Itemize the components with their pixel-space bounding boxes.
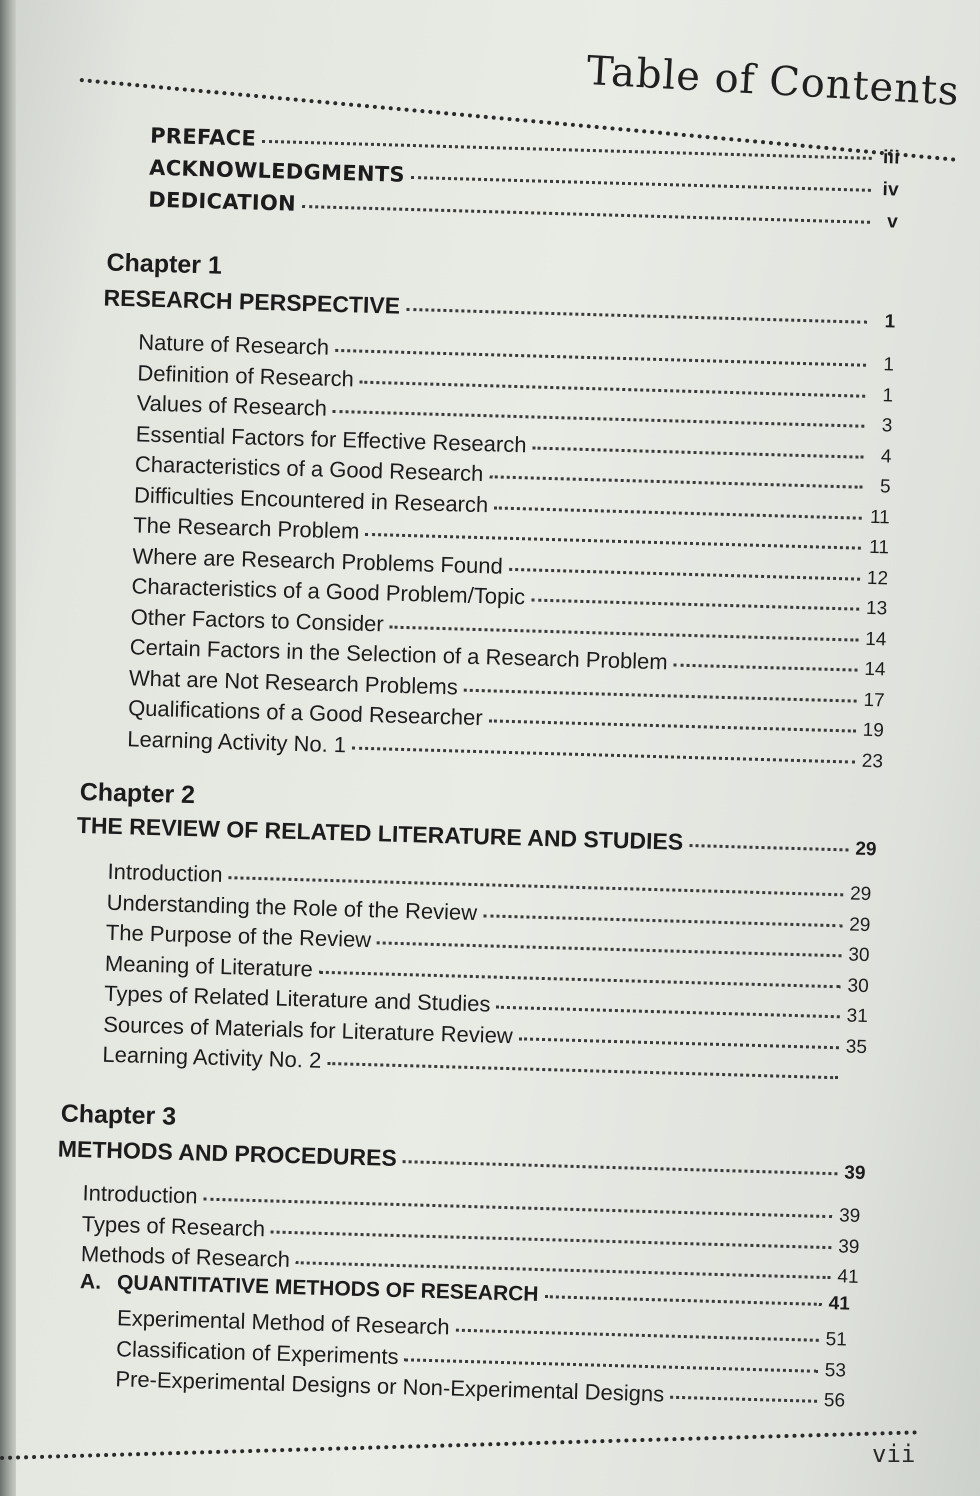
entry-page: 29	[848, 914, 871, 936]
entry-page: 4	[880, 445, 892, 467]
leader-dots	[335, 349, 866, 367]
chapter-3-heading[interactable]	[57, 1136, 865, 1186]
entry-page: 51	[825, 1329, 848, 1351]
leader-dots	[360, 380, 865, 397]
entry-page: 31	[846, 1005, 869, 1028]
entry-page: 56	[823, 1389, 846, 1412]
entry-label: Difficulties Encountered in Research	[133, 481, 489, 517]
entry-page: 19	[862, 719, 885, 742]
heading-label: RESEARCH PERSPECTIVE	[103, 284, 401, 319]
entry-page: 14	[864, 658, 886, 681]
section-page: 41	[828, 1293, 851, 1315]
chapter-2-label: Chapter 2	[79, 777, 196, 810]
page-title: Table of Contents	[585, 48, 961, 115]
chapter-1-label: Chapter 1	[106, 248, 223, 280]
entry-label: Introduction	[82, 1180, 198, 1209]
leader-dots	[483, 914, 842, 927]
entry-label: The Research Problem	[132, 512, 360, 544]
entry-label: ACKNOWLEDGMENTS	[148, 155, 406, 187]
leader-dots	[228, 876, 843, 896]
entry-label: Other Factors to Consider	[130, 603, 385, 636]
entry-page: 11	[869, 506, 891, 528]
leader-dots	[670, 1396, 817, 1403]
heading-page: 39	[844, 1162, 866, 1185]
chapter-3-label: Chapter 3	[60, 1099, 177, 1131]
entry-label: Learning Activity No. 2	[102, 1041, 322, 1073]
leader-dots	[403, 1160, 838, 1175]
entry-page: 30	[848, 944, 870, 967]
leader-dots	[333, 410, 865, 428]
section-marker: A.	[79, 1270, 102, 1294]
entry-label: Types of Research	[81, 1210, 266, 1241]
entry-label: Certain Factors in the Selection of a Research Problem	[129, 634, 669, 675]
chapter-2-heading[interactable]	[76, 812, 876, 861]
leader-dots	[464, 688, 857, 702]
leader-dots	[377, 941, 842, 957]
entry-label: Experimental Method of Research	[116, 1305, 450, 1340]
entry-label: PREFACE	[149, 123, 257, 151]
chapter-1-heading[interactable]	[103, 284, 895, 333]
leader-dots	[296, 1261, 831, 1279]
entry-label: What are Not Research Problems	[128, 664, 459, 699]
entry-label: Essential Factors for Effective Research	[135, 420, 527, 457]
heading-page: 29	[855, 838, 877, 861]
entry-page: 11	[868, 536, 890, 559]
entry-label: Classification of Experiments	[115, 1335, 399, 1369]
entry-page	[844, 1082, 866, 1083]
entry-page: 14	[864, 628, 887, 650]
leader-dots	[489, 475, 862, 488]
entry-page: 35	[845, 1035, 868, 1058]
entry-label: Sources of Materials for Literature Review	[102, 1011, 514, 1048]
entry-label: Values of Research	[136, 390, 328, 421]
entry-page: 1	[882, 384, 894, 407]
entry-label: Types of Related Literature and Studies	[103, 980, 491, 1017]
leader-dots	[509, 567, 860, 580]
entry-page: 39	[838, 1205, 861, 1227]
entry-page: 17	[863, 689, 885, 711]
leader-dots	[489, 719, 856, 732]
heading-label: METHODS AND PROCEDURES	[57, 1135, 398, 1171]
entry-label: DEDICATION	[148, 187, 297, 216]
entry-label: Definition of Research	[137, 359, 355, 391]
heading-page: 1	[884, 311, 896, 333]
leader-dots	[544, 1295, 821, 1306]
leader-dots	[494, 506, 862, 519]
leader-dots	[271, 1230, 831, 1249]
entry-label: Characteristics of a Good Research	[134, 451, 484, 487]
entry-page: 12	[866, 567, 889, 589]
entry-label: Learning Activity No. 1	[126, 725, 347, 757]
leader-dots	[411, 176, 871, 192]
entry-page: 1	[883, 354, 895, 376]
leader-dots	[302, 205, 870, 224]
bottom-dotted-rule	[0, 1430, 918, 1460]
entry-label: Where are Research Problems Found	[132, 542, 504, 579]
leader-dots	[689, 844, 848, 851]
entry-label: The Purpose of the Review	[105, 919, 372, 953]
entry-page: 41	[837, 1266, 859, 1288]
leader-dots	[390, 625, 859, 641]
entry-page: iv	[882, 179, 900, 201]
entry-label: Meaning of Literature	[104, 950, 314, 982]
leader-dots	[203, 1198, 832, 1219]
entry-label: Nature of Research	[138, 329, 330, 360]
heading-label: THE REVIEW OF RELATED LITERATURE AND STUDIES	[76, 811, 684, 855]
leader-dots	[262, 140, 872, 160]
leader-dots	[406, 308, 867, 324]
entry-page: 13	[865, 597, 888, 620]
entry-page: 5	[879, 476, 891, 498]
section-label: QUANTITATIVE METHODS OF RESEARCH	[116, 1271, 539, 1306]
entry-page: 23	[861, 750, 884, 772]
leader-dots	[519, 1037, 839, 1049]
entry-page: v	[886, 211, 899, 233]
entry-label: Characteristics of a Good Problem/Topic	[131, 573, 526, 610]
leader-dots	[319, 970, 841, 988]
entry-page: 30	[847, 974, 869, 997]
leader-dots	[674, 664, 858, 672]
entry-page: 39	[837, 1235, 860, 1258]
leader-dots	[404, 1358, 817, 1373]
entry-page: iii	[882, 147, 901, 169]
entry-label: Understanding the Role of the Review	[106, 889, 478, 925]
leader-dots	[531, 598, 859, 610]
entry-label: Introduction	[107, 858, 223, 887]
entry-label: Methods of Research	[80, 1241, 291, 1273]
book-spine-shadow	[0, 0, 16, 1496]
entry-label: Pre-Experimental Designs or Non-Experimental Designs	[115, 1366, 665, 1407]
leader-dots	[327, 1062, 838, 1079]
leader-dots	[532, 446, 863, 458]
leader-dots	[455, 1329, 818, 1342]
entry-page: 29	[849, 883, 872, 906]
entry-page: 53	[824, 1359, 847, 1382]
entry-page: 3	[881, 415, 893, 437]
page-number: vii	[872, 1440, 916, 1468]
leader-dots	[365, 533, 861, 550]
leader-dots	[496, 1006, 839, 1019]
leader-dots	[352, 746, 855, 763]
entry-label: Qualifications of a Good Researcher	[127, 695, 484, 731]
